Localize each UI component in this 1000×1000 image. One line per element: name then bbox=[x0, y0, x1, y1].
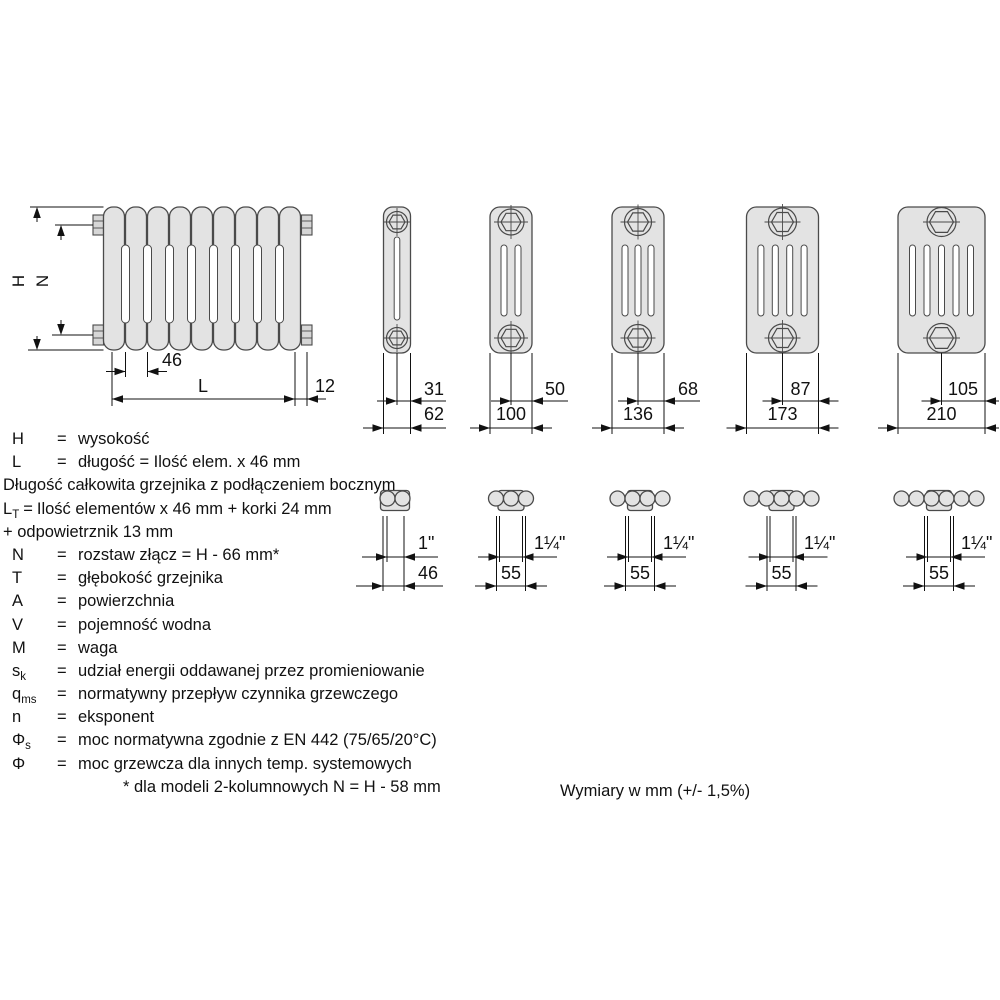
legend-row-A: A = powierzchnia bbox=[12, 592, 175, 611]
legend-row-L: L = długość = Ilość elem. x 46 mm bbox=[12, 453, 301, 472]
dim-label-1q2: 1¼" bbox=[663, 533, 695, 553]
dim-label-62: 62 bbox=[424, 404, 445, 424]
dim-spacing-N bbox=[33, 225, 93, 335]
dim-6col-connection bbox=[903, 516, 992, 591]
legend-symbol: H bbox=[12, 430, 24, 448]
dim-4col-connection bbox=[604, 516, 694, 591]
top-view-5col bbox=[744, 491, 835, 592]
cross-section-3col bbox=[470, 205, 568, 434]
dim-label-1q: 1¼" bbox=[534, 533, 566, 553]
legend-row-H: H = wysokość bbox=[12, 428, 441, 451]
legend-row-total-length-caption: Długość całkowita grzejnika z podłączeniem bocznym bbox=[3, 476, 396, 495]
top-view-4col bbox=[604, 491, 694, 592]
dim-label-H: H bbox=[9, 274, 28, 288]
dim-label-105: 105 bbox=[947, 379, 979, 399]
legend-row-LT: $L_T$ = Ilość elementów x 46 mm + korki 24 mm bbox=[3, 499, 332, 521]
dim-4col-depths bbox=[592, 353, 700, 434]
dim-label-L: L bbox=[197, 376, 209, 396]
dim-label-55c: 55 bbox=[771, 563, 792, 583]
dim-length-L bbox=[112, 352, 295, 406]
dim-3col-connection bbox=[475, 516, 565, 591]
legend-row-sk: $s_k$ = udział energii oddawanej przez promieniowanie bbox=[12, 661, 425, 683]
symbol-legend bbox=[3, 428, 441, 799]
dimensions-unit-note: Wymiary w mm (+/- 1,5%) bbox=[560, 782, 751, 800]
legend-row-N: N = rozstaw złącz = H - 66 mm* bbox=[12, 545, 280, 564]
front-view bbox=[9, 207, 335, 406]
dim-label-173: 173 bbox=[767, 404, 798, 424]
dim-label-55d: 55 bbox=[928, 563, 950, 583]
dim-label-50: 50 bbox=[545, 379, 566, 399]
dim-6col-depths bbox=[878, 353, 999, 434]
dim-element-width-46 bbox=[106, 350, 182, 377]
top-view-3col bbox=[475, 491, 565, 592]
dim-label-N: N bbox=[33, 274, 52, 288]
dim-label-12: 12 bbox=[315, 376, 336, 396]
legend-row-phi: Φ = moc grzewcza dla innych temp. systemowych bbox=[12, 754, 412, 773]
dim-5col-depths bbox=[727, 353, 839, 434]
dim-label-87: 87 bbox=[790, 379, 811, 399]
dim-label-1q3: 1¼" bbox=[804, 533, 836, 553]
dim-label-210: 210 bbox=[926, 404, 957, 424]
dim-5col-connection bbox=[746, 516, 836, 591]
cross-section-2col bbox=[363, 207, 446, 434]
dim-label-68: 68 bbox=[678, 379, 699, 399]
legend-row-V: V = pojemność wodna bbox=[12, 615, 211, 634]
dim-label-136: 136 bbox=[622, 404, 654, 424]
legend-row-n: n = eksponent bbox=[12, 708, 155, 727]
dim-label-46: 46 bbox=[162, 350, 183, 370]
legend-desc: wysokość bbox=[78, 430, 150, 448]
dim-label-31: 31 bbox=[424, 379, 445, 399]
legend-row-T: T = głębokość grzejnika bbox=[12, 569, 223, 588]
dim-2col-depths bbox=[363, 353, 446, 434]
dim-label-55a: 55 bbox=[500, 563, 522, 583]
legend-row-M: M = waga bbox=[12, 638, 118, 657]
legend-row-footnote: * dla modeli 2-kolumnowych N = H - 58 mm bbox=[123, 777, 441, 796]
cross-section-6col bbox=[878, 207, 999, 434]
top-view-6col bbox=[894, 491, 992, 592]
legend-row-qms: $q_{ms}$ = normatywny przepływ czynnika grzewczego bbox=[12, 685, 399, 707]
dim-label-100: 100 bbox=[495, 404, 527, 424]
cross-section-5col bbox=[727, 204, 839, 434]
legend-row-air-vent: + odpowietrznik 13 mm bbox=[3, 522, 174, 541]
dim-label-55b: 55 bbox=[629, 563, 651, 583]
dim-height-H bbox=[9, 207, 104, 350]
dim-label-1in: 1" bbox=[418, 533, 435, 553]
dim-label-46b: 46 bbox=[418, 563, 439, 583]
dim-side-connection-12 bbox=[295, 352, 335, 406]
dim-label-1q4: 1¼" bbox=[961, 533, 993, 553]
dim-3col-depths bbox=[470, 353, 568, 434]
cross-section-4col bbox=[592, 205, 700, 435]
legend-row-phi-s: $\Phi_s$ = moc normatywna zgodnie z EN 442 (75/65/20°C) bbox=[12, 731, 437, 753]
